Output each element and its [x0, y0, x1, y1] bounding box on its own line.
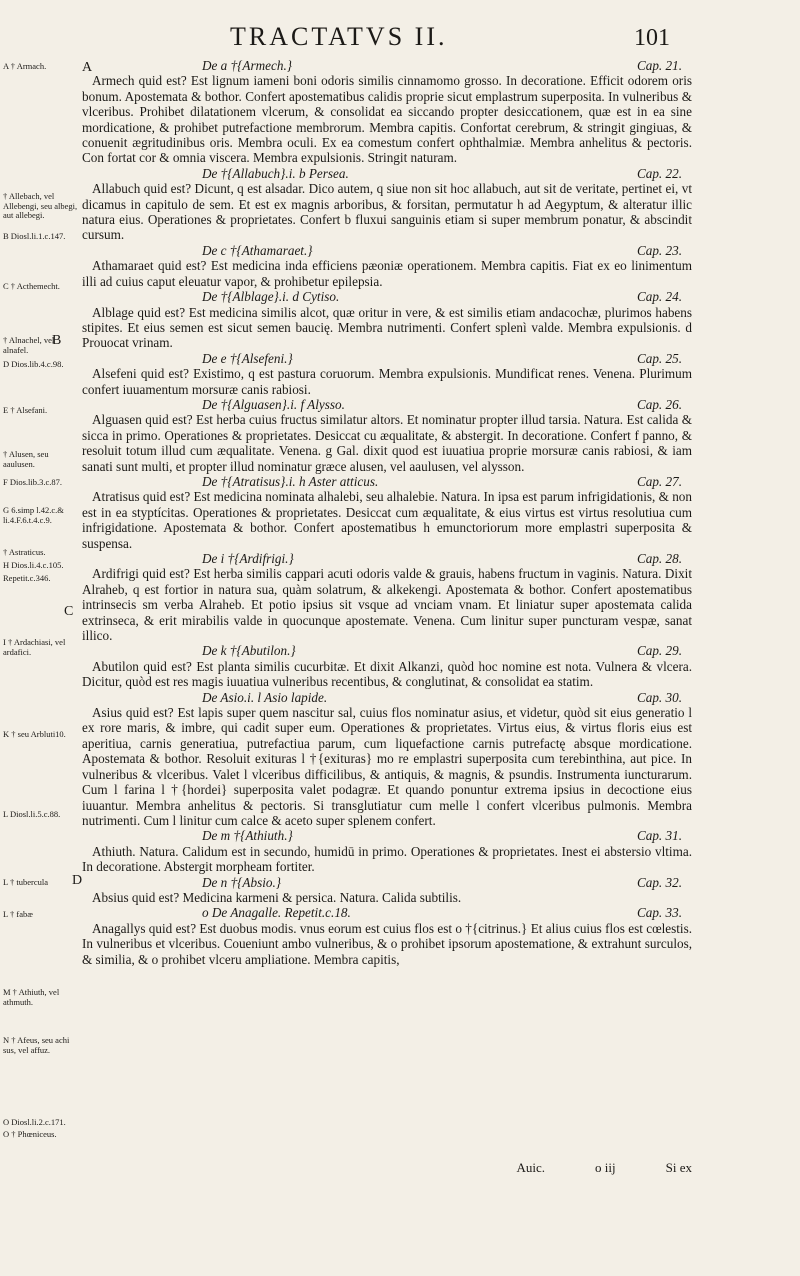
chapter-body: Anagallys quid est? Est duobus modis. vnus eorum est cuius flos est o †{citrinus.} Et alius cuius flos est cœlestis. In vulneribus et vlceribus. Coueniunt ambo vulneribus, & o prohibet ipsorum apostematione, & extrahunt surculos, & similia, & o prohibet vlceru ampliatione. Membra capitis,	[82, 920, 692, 967]
chapter-body: Atratisus quid est? Est medicina nominata alhalebi, seu alhalebie. Natura. In ipsa est parum infrigidationis, & non est in ea styptícitas. Operationes & proprietates. Desiccat cum æqualitate, & eius virtus est virtus resolutiua cum infrigidatione. Apostemata & bothor. Confert apostematibus h emunctoriorum more emplastri superposita & suspensa.	[82, 489, 692, 551]
chapter-heading: De i †{Ardifrigi.} Cap. 28.	[202, 551, 682, 566]
margin-note: C † Acthemecht.	[3, 281, 60, 291]
chapter-body: Asius quid est? Est lapis super quem nascitur sal, cuius flos nominatur asius, et videtur, quòd sit eius generatio l ex rore maris, & imbre, qui cadit super eum. Operationes & proprietates. Virtus eius, & virtus floris eius est aperitiua, carnis generatiua, putrefactiua parum, cum liquefactione carnis putrefactę absque mordicatione. Apostemata & bothor. Resoluit exituras l †{exituras} mo re emplastri superposita cum terebinthina, aut pice. In vulneribus & vlceribus. Valet l vlceribus difficilibus, & antiquis, & magnis, & psundis. Instrumenta iuncturarum. Cum l farina l †{hordei} superposita valet podagræ. Et quando ponuntur extrema ipsius in decoctione eius iuuantur. Membra anhelitus & pectoris. Si transglutiatur cum melle l confert vlceribus pulmonis. Membra nutrimenti. Cum l linitur cum calce & aceto super splenem confert.	[82, 705, 692, 828]
chapter-body: Ardifrigi quid est? Est herba similis cappari acuti odoris valde & grauis, habens fructum in vaginis. Natura. Dixit Alraheb, q est fortior in natura sua, quàm solatrum, & alkekengi. Apostemata & bothor. Confert apostematibus intrinsecis sm verba Alraheb. Et potio ipsius sit vsque ad vnciam vnam. Et liniatur super apostemata calida extrinseca, & erit mirabilis valde in quocunque apostemate. Venena. Cum linitur super puncturam vespæ, sanat illico.	[82, 566, 692, 644]
margin-note: F Dios.lib.3.c.87.	[3, 477, 63, 487]
margin-note: L † fabæ	[3, 909, 33, 919]
chapter-heading: De †{Atratisus}.i. h Aster atticus. Cap. 27.	[202, 473, 682, 489]
chapter-entry	[82, 828, 692, 874]
chapter-entry	[82, 905, 692, 967]
section-letter-b: B	[52, 333, 62, 348]
chapter-entry	[82, 397, 692, 474]
margin-note: O † Phœniceus.	[3, 1129, 57, 1139]
signature-mark: o iij	[595, 1160, 616, 1175]
chapter-heading: De m †{Athiuth.} Cap. 31.	[202, 828, 682, 844]
running-title: TRACTATVS II.	[230, 22, 448, 51]
margin-note: † Alusen, seu aaulusen.	[3, 449, 49, 469]
section-letter-d: D	[72, 873, 83, 888]
margin-note: † Allebach, vel Allebengi, seu albegi, aut allebegi.	[3, 191, 78, 220]
margin-note: † Alnachel, vel alnafel.	[3, 335, 55, 355]
margin-note: K † seu Arbluti10.	[3, 729, 66, 739]
chapter-body: Allabuch quid est? Dicunt, q est alsadar. Dico autem, q siue non sit hoc allabuch, aut sit de veritate, pertinet ei, vt dicamus in capitulo de sem. Et est ex magnis arboribus, & forsitan, permutatur h ad Aegyptum, & alteratur illic natura eius. Operationes & proprietates. Confert b fluxui sanguinis etiam si super membrum ponatur, & abscindit cursum.	[82, 181, 692, 243]
chapter-entry	[82, 474, 692, 551]
chapter-entry	[82, 551, 692, 643]
chapter-heading: o De Anagalle. Repetit.c.18. Cap. 33.	[202, 905, 682, 921]
folio-number: 101	[634, 25, 670, 51]
margin-note: D Dios.lib.4.c.98.	[3, 359, 64, 369]
chapter-body: Athamaraet quid est? Est medicina inda efficiens pæoniæ operationem. Membra capitis. Fiat ex eo linimentum illi ad cuius caput eleuatur vapor, & prohibetur epilepsia.	[82, 258, 692, 289]
chapter-heading: De e †{Alsefeni.} Cap. 25.	[202, 350, 682, 366]
catchword-line	[82, 1160, 692, 1176]
margin-note: N † Afeus, seu achi sus, vel affuz.	[3, 1035, 70, 1055]
chapter-heading: De †{Allabuch}.i. b Persea. Cap. 22.	[202, 165, 682, 181]
chapter-heading: De k †{Abutilon.} Cap. 29.	[202, 643, 682, 659]
chapter-body: Absius quid est? Medicina karmeni & persica. Natura. Calida subtilis.	[92, 889, 462, 905]
margin-note: B Diosl.li.1.c.147.	[3, 231, 66, 241]
chapter-body: Alblage quid est? Est medicina similis alcot, quæ oritur in vere, & est similis etiam andacochæ, plurimos habens stipites. Et eius semen est sicut semen baucię. Membra nutrimenti. Confert splenì valde. Membra expulsionis. d Prouocat vrinam.	[82, 304, 692, 351]
chapter-heading: De †{Alblage}.i. d Cytiso. Cap. 24.	[202, 289, 682, 305]
chapter-heading: De a †{Armech.} Cap. 21.	[202, 58, 682, 73]
chapter-entry	[82, 289, 692, 351]
section-letter-a: A	[82, 60, 93, 75]
line-end-word: Auic.	[516, 1160, 546, 1175]
chapter-heading: De n †{Absio.} Cap. 32.	[202, 874, 682, 890]
page-header	[230, 22, 670, 58]
chapter-entry	[82, 643, 692, 689]
margin-note: Repetit.c.346.	[3, 573, 51, 583]
chapter-heading: De †{Alguasen}.i. f Alysso. Cap. 26.	[202, 396, 682, 412]
catchword: Si ex	[665, 1160, 692, 1175]
margin-note: I † Ardachiasi, vel ardafici.	[3, 637, 66, 657]
margin-note: E † Alsefani.	[3, 405, 48, 415]
chapter-body: Athiuth. Natura. Calidum est in secundo, humidū in primo. Operationes & proprietates. Inest ei abstersio vltima. In decoratione. Abstergit morpheam fortiter.	[82, 843, 692, 875]
chapter-heading: De Asio.i. l Asio lapide. Cap. 30.	[202, 689, 682, 705]
chapter-body: Alguasen quid est? Est herba cuius fructus similatur altors. Et nominatur propter illud tarsia. Natura. Est calida & sicca in primo. Operationes & proprietates. Desiccat cu æqualitate, & abstergit. In decoratione. Confert f panno, & resoluit totum illud cum æqualitate. Venena. g Gal. dixit quod est iuuatiua proprie morsuræ canis rabiosi, & iam sanati sunt multi, et propter illud nominatur græce alusen, vel aaulusen, vel alysson.	[82, 412, 692, 474]
chapter-entry	[82, 690, 692, 829]
margin-note: O Diosl.li.2.c.171.	[3, 1117, 66, 1127]
main-text-column	[82, 58, 692, 1178]
section-letter-c: C	[64, 604, 74, 619]
margin-note: L Diosl.li.5.c.88.	[3, 809, 61, 819]
margin-note: † Astraticus.	[3, 547, 46, 557]
left-margin-notes	[3, 58, 78, 1178]
margin-note: M † Athiuth, vel athmuth.	[3, 987, 60, 1007]
chapter-entry	[82, 351, 692, 397]
chapter-body: Abutilon quid est? Est planta similis cucurbitæ. Et dixit Alkanzi, quòd hoc nomine est nota. Vulnera & vlcera. Dicitur, quòd est res magis iuuatiua vulneribus recentibus, & conglutinat, & consolidat ea statim.	[82, 658, 692, 690]
chapter-body: Alsefeni quid est? Existimo, q est pastura coruorum. Membra expulsionis. Mundificat renes. Venena. Plurimum confert iuuamentum morsuræ canis rabiosi.	[82, 366, 692, 397]
margin-note: G 6.simp l.42.c.& li.4.F.6.t.4.c.9.	[3, 505, 64, 525]
margin-note: H Dios.li.4.c.105.	[3, 560, 64, 570]
chapter-entry	[82, 58, 692, 166]
chapter-entry	[82, 875, 692, 906]
margin-note: L † tubercula	[3, 877, 48, 887]
margin-note: A † Armach.	[3, 61, 47, 71]
chapter-body: Armech quid est? Est lignum iameni boni odoris similis cinnamomo grosso. In decoratione. Efficit odorem oris bonum. Apostemata & bothor. Confert apostematibus calidis proprie sicut emplastrum superposita. In vulneribus & vlceribus. Prohibet dilatationem vlcerum, & consolidat ea siccando propter desiccationem, quæ est in ea sine mordicatione, & prohibet putrefactione membrorum. Membra capitis. Confortat cerebrum, & stringit gingiuas, & conuenit ægritudinibus oris. Membra oculi. Ex ea comestum confert ophthalmiæ. Membra anhelitus & pectoris. Con fortat cor & omnia viscera. Membra expulsionis. Stringit naturam.	[82, 73, 692, 166]
chapter-entry	[82, 166, 692, 243]
chapter-entry	[82, 243, 692, 289]
chapter-heading: De c †{Athamaraet.} Cap. 23.	[202, 242, 682, 258]
